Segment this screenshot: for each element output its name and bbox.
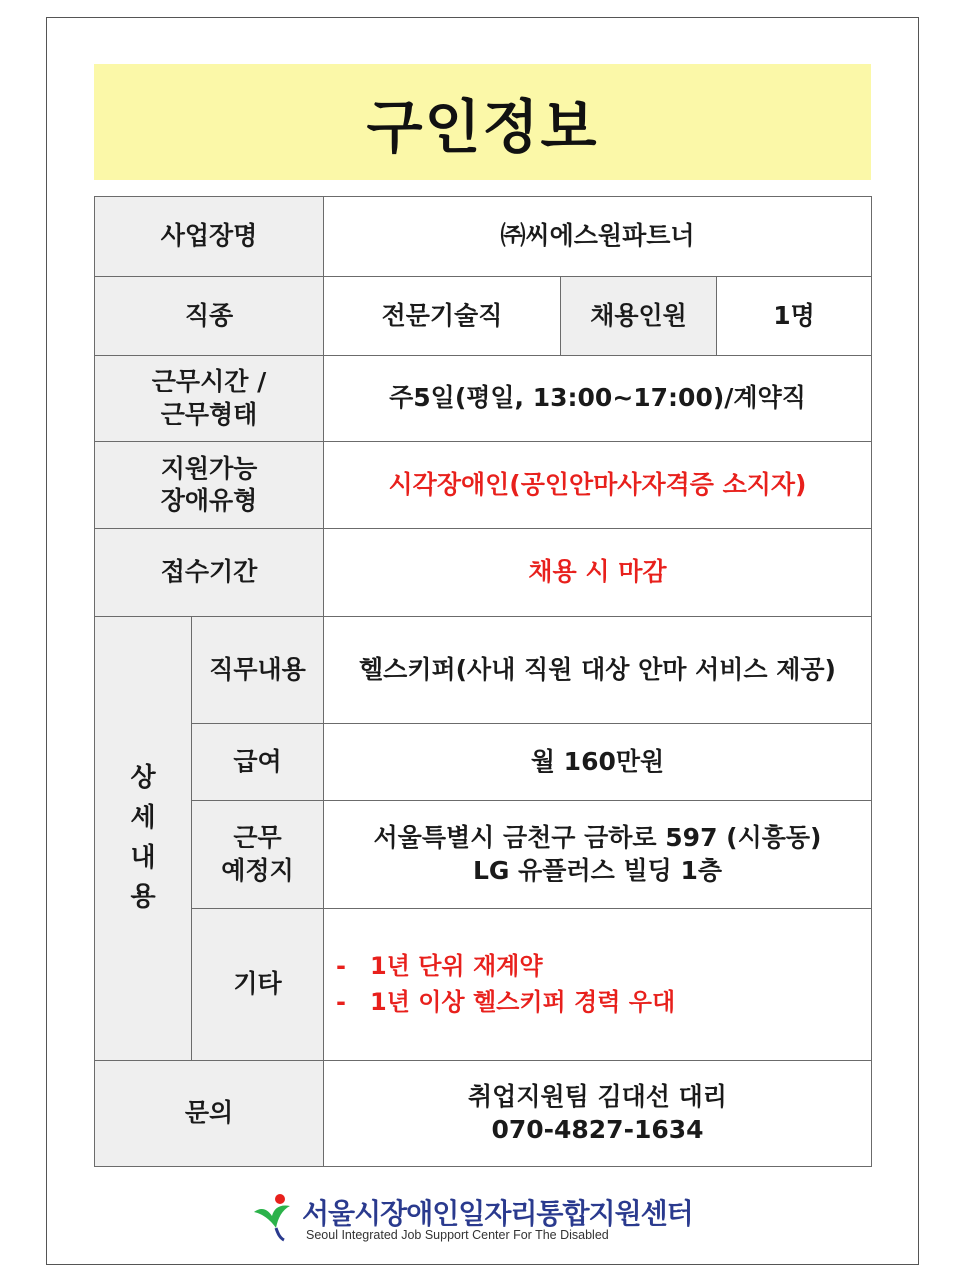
salary-label: 급여 [191, 723, 324, 801]
duty-label: 직무내용 [191, 616, 324, 724]
disability-label-line1: 지원가능 [160, 453, 258, 483]
location-value-line2: LG 유플러스 빌딩 1층 [472, 855, 722, 885]
job-type-value: 전문기술직 [323, 276, 561, 356]
bullet-dash: - [336, 952, 346, 981]
disability-label-line2: 장애유형 [160, 486, 258, 515]
contact-name: 취업지원팀 김대선 대리 [468, 1082, 727, 1111]
location-value-line1: 서울특별시 금천구 금하로 597 (시흥동) [373, 823, 822, 852]
details-section-label [94, 616, 192, 1061]
hours-label-line2: 근무형태 [160, 399, 258, 429]
org-name: 서울시장애인일자리통합지원센터 [302, 1197, 693, 1230]
hours-value: 주5일(평일, 13:00~17:00)/계약직 [323, 355, 872, 442]
contact-value [323, 1060, 872, 1167]
business-value: ㈜씨에스원파트너 [323, 196, 872, 277]
page-title: 구인정보 [366, 93, 599, 161]
details-char-3: 내 [130, 842, 156, 873]
location-label-line2: 예정지 [221, 855, 294, 885]
hire-count-label: 채용인원 [560, 276, 717, 356]
list-item [336, 987, 675, 1018]
details-char-4: 용 [130, 882, 156, 913]
job-type-label: 직종 [94, 276, 324, 356]
job-info-table [94, 196, 872, 1167]
period-value: 채용 시 마감 [323, 528, 872, 617]
etc-value [323, 908, 872, 1061]
location-value [323, 800, 872, 909]
disability-value: 시각장애인(공인안마사자격증 소지자) [323, 441, 872, 529]
org-name-english: Seoul Integrated Job Support Center For The Disabled [306, 1228, 609, 1242]
hours-label [94, 355, 324, 442]
business-label: 사업장명 [94, 196, 324, 277]
contact-label: 문의 [94, 1060, 324, 1167]
contact-phone: 070-4827-1634 [491, 1114, 704, 1144]
duty-value: 헬스키퍼(사내 직원 대상 안마 서비스 제공) [323, 616, 872, 724]
location-label-line1: 근무 [233, 823, 282, 852]
bullet-dash: - [336, 987, 346, 1016]
footer [250, 1190, 720, 1250]
etc-item-2: 1년 이상 헬스키퍼 경력 우대 [370, 987, 676, 1016]
period-label: 접수기간 [94, 528, 324, 617]
org-logo-icon [250, 1190, 298, 1242]
list-item [336, 951, 675, 982]
hire-count-value: 1명 [716, 276, 872, 356]
title-band [94, 64, 871, 180]
salary-value: 월 160만원 [323, 723, 872, 801]
etc-list [336, 951, 675, 1017]
etc-label: 기타 [191, 908, 324, 1061]
location-label [191, 800, 324, 909]
hours-label-line1: 근무시간 / [151, 367, 267, 396]
etc-item-1: 1년 단위 재계약 [370, 952, 543, 981]
details-char-1: 상 [130, 762, 156, 793]
disability-label [94, 441, 324, 529]
details-char-2: 세 [130, 802, 156, 833]
